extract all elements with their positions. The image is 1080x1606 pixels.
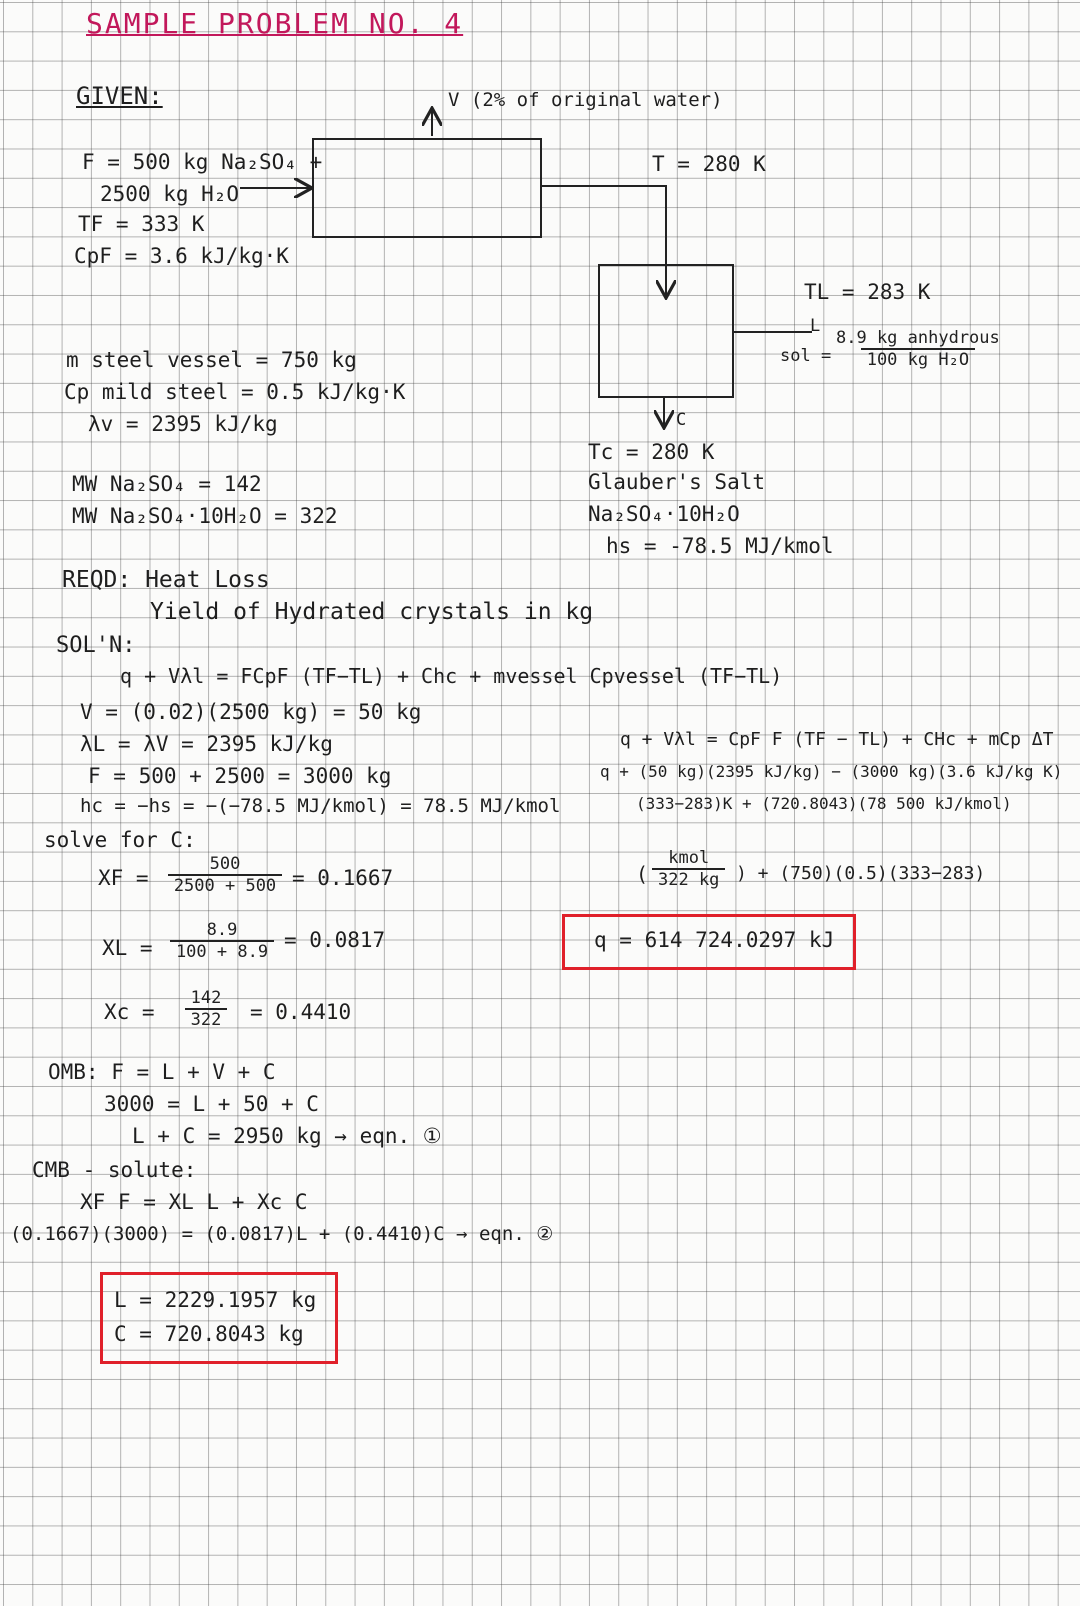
molecular-weight-anhydrous: MW Na₂SO₄ = 142 [72, 472, 262, 496]
xf-value: = 0.1667 [292, 866, 394, 890]
yield-answer-box [100, 1272, 338, 1364]
xc-label: Xc = [104, 1000, 155, 1024]
xc-numerator: 142 [190, 988, 222, 1008]
glauber-salt: Glauber's Salt [588, 470, 766, 494]
solubility-numerator: 8.9 kg anhydrous [836, 328, 1000, 348]
liquor-temperature: TL = 283 K [804, 280, 931, 304]
omb-substitution: 3000 = L + 50 + C [104, 1092, 319, 1116]
xl-value: = 0.0817 [284, 928, 386, 952]
vessel-mass: m steel vessel = 750 kg [66, 348, 357, 372]
xf-label: XF = [98, 866, 149, 890]
feed-line-2: 2500 kg H₂O [100, 182, 240, 206]
glauber-formula: Na₂SO₄·10H₂O [588, 502, 740, 526]
omb-equation: OMB: F = L + V + C [48, 1060, 276, 1084]
xl-label: XL = [102, 936, 153, 960]
heat-of-solution: hs = -78.5 MJ/kmol [606, 534, 834, 558]
feed-temperature: TF = 333 K [78, 212, 205, 236]
solubility-denominator: 100 kg H₂O [861, 348, 975, 370]
page-title: SAMPLE PROBLEM NO. 4 [86, 7, 464, 40]
xc-denominator: 322 [185, 1008, 228, 1030]
right-equation-4-rest: ) + (750)(0.5)(333−283) [736, 863, 986, 884]
cmb-equation: XF F = XL L + Xc C [80, 1190, 308, 1214]
feed-total: F = 500 + 2500 = 3000 kg [88, 764, 392, 788]
xc-value: = 0.4410 [250, 1000, 352, 1024]
right-equation-3: (333−283)K + (720.8043)(78 500 kJ/kmol) [636, 794, 1012, 813]
right-equation-2: q + (50 kg)(2395 kJ/kg) − (3000 kg)(3.6 kJ/kg K) [600, 762, 1063, 781]
required-yield: Yield of Hydrated crystals in kg [150, 599, 594, 625]
right-equation-4-numerator: kmol [668, 848, 710, 868]
solubility-label: sol = [780, 346, 832, 366]
solubility-fraction [830, 328, 1006, 370]
right-equation-4-open: ( [636, 862, 649, 886]
liquor-label: L [810, 316, 821, 336]
xl-denominator: 100 + 8.9 [170, 940, 274, 962]
xf-fraction [160, 854, 290, 896]
xl-numerator: 8.9 [206, 920, 238, 940]
required-heat-loss: REQD: Heat Loss [62, 567, 270, 593]
equation-2: (0.1667)(3000) = (0.0817)L + (0.4410)C → eqn. ② [10, 1223, 554, 1245]
right-equation-1: q + Vλl = CpF F (TF − TL) + CHc + mCp ΔT [620, 729, 1054, 750]
right-equation-4-fraction [652, 848, 725, 890]
liquor-answer: L = 2229.1957 kg [114, 1288, 317, 1312]
q-answer: q = 614 724.0297 kJ [594, 928, 835, 952]
feed-line-1: F = 500 kg Na₂SO₄ + [82, 150, 323, 174]
equation-1: L + C = 2950 kg → eqn. ① [132, 1124, 442, 1148]
vapor-calc: V = (0.02)(2500 kg) = 50 kg [80, 700, 422, 724]
feed-heat-capacity: CpF = 3.6 kJ/kg·K [74, 244, 289, 268]
solve-for-c: solve for C: [44, 828, 196, 852]
xl-fraction [162, 920, 282, 962]
xc-fraction [166, 988, 246, 1030]
solution-label: SOL'N: [56, 633, 136, 658]
given-label: GIVEN: [76, 82, 163, 110]
crystal-temperature: Tc = 280 K [588, 440, 715, 464]
steel-heat-capacity: Cp mild steel = 0.5 kJ/kg·K [64, 380, 406, 404]
cmb-label: CMB - solute: [32, 1158, 197, 1182]
latent-heat: λv = 2395 kJ/kg [88, 412, 278, 436]
energy-balance-equation: q + Vλl = FCpF (TF−TL) + Chc + mvessel Cpvessel (TF−TL) [120, 664, 783, 688]
latent-heat-equality: λL = λV = 2395 kJ/kg [80, 732, 333, 756]
molecular-weight-hydrate: MW Na₂SO₄·10H₂O = 322 [72, 504, 338, 528]
heat-of-crystallization: hc = −hs = −(−78.5 MJ/kmol) = 78.5 MJ/kmol [80, 795, 561, 817]
xf-numerator: 500 [209, 854, 241, 874]
vapor-label: V (2% of original water) [448, 89, 723, 111]
vessel-temperature: T = 280 K [652, 152, 766, 176]
crystal-label: C [676, 410, 687, 430]
right-equation-4-denominator: 322 kg [652, 868, 725, 890]
xf-denominator: 2500 + 500 [168, 874, 282, 896]
crystal-answer: C = 720.8043 kg [114, 1322, 304, 1346]
